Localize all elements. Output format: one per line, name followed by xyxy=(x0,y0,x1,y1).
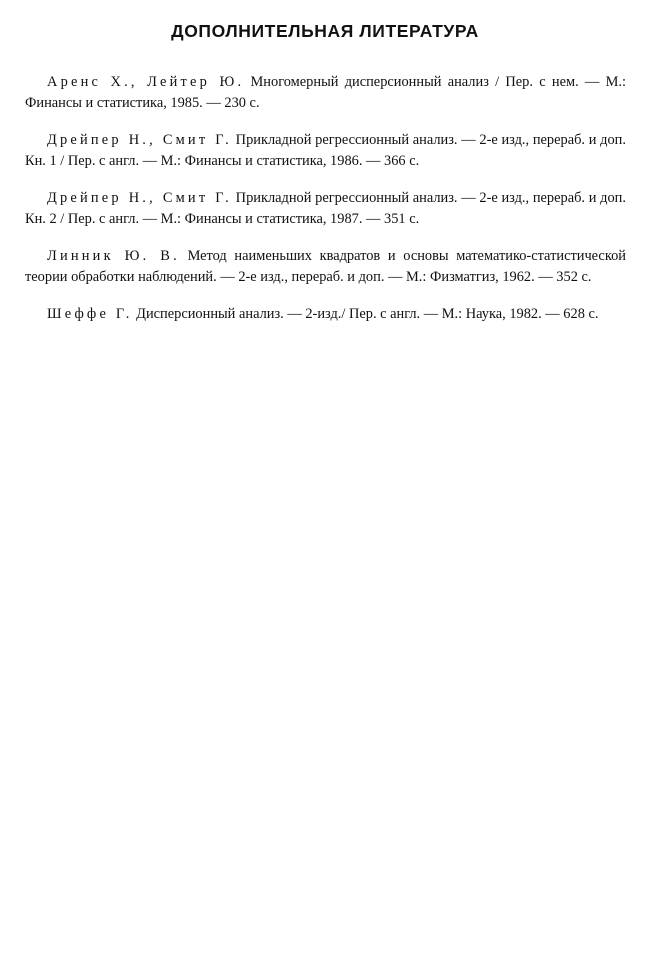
reference-text: Метод наименьших квадратов и основы математико-статистической теории обработки наблюдений. — 2-е изд., перераб. и доп. — М.: Физматгиз, 1962. — 352 с. xyxy=(25,248,626,285)
reference-item xyxy=(25,72,626,114)
reference-text: Прикладной регрессионный анализ. — 2-е изд., перераб. и доп. Кн. 1 / Пер. с англ. — М.: Финансы и статистика, 1986. — 366 с. xyxy=(25,132,626,169)
reference-item xyxy=(25,304,626,325)
reference-item xyxy=(25,188,626,230)
reference-authors: Дрейпер Н., Смит Г. xyxy=(47,132,232,148)
reference-authors: Шеффе Г. xyxy=(47,306,133,322)
page-title: ДОПОЛНИТЕЛЬНАЯ ЛИТЕРАТУРА xyxy=(171,21,479,41)
reference-authors: Линник Ю. В. xyxy=(47,248,180,264)
reference-item xyxy=(25,246,626,288)
reference-list xyxy=(25,72,626,341)
reference-text: Многомерный дисперсионный анализ / Пер. с нем. — М.: Финансы и статистика, 1985. — 230 с. xyxy=(25,74,626,111)
reference-authors: Дрейпер Н., Смит Г. xyxy=(47,190,232,206)
reference-text: Дисперсионный анализ. — 2-изд./ Пер. с англ. — М.: Наука, 1982. — 628 с. xyxy=(136,306,599,322)
reference-item xyxy=(25,130,626,172)
reference-text: Прикладной регрессионный анализ. — 2-е изд., перераб. и доп. Кн. 2 / Пер. с англ. — М.: Финансы и статистика, 1987. — 351 с. xyxy=(25,190,626,227)
reference-authors: Аренс Х., Лейтер Ю. xyxy=(47,74,245,90)
